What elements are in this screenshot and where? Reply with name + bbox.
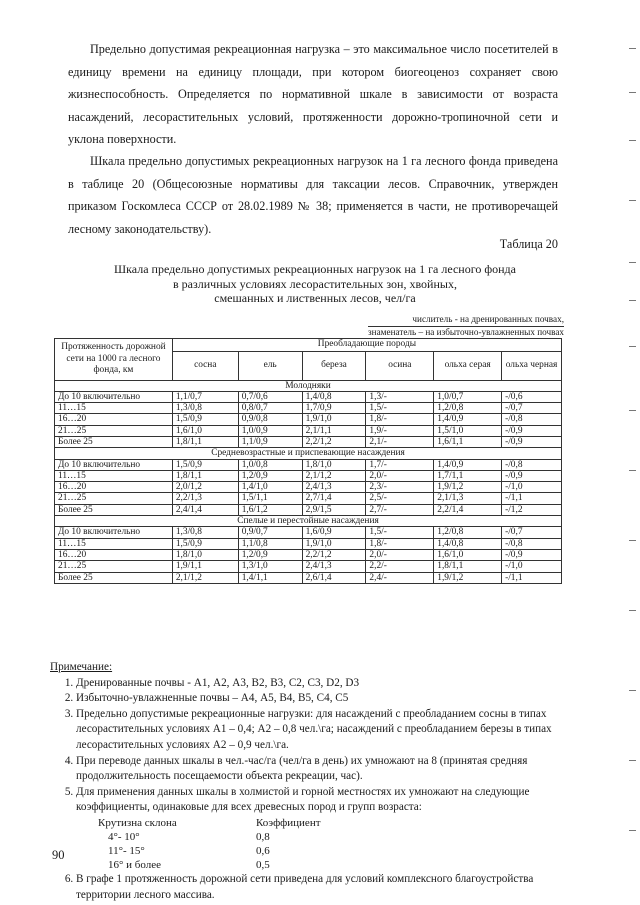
note-item: 4. При переводе данных шкалы в чел.-час/га (чел/га в день) их умножают на 8 (принятая средняя продолжительность посещаемости объекта рекреации, час). <box>76 754 570 785</box>
table-cell: 1,8/- <box>366 414 434 425</box>
table-cell: -/1,0 <box>502 482 562 493</box>
table-cell: 1,3/0,8 <box>172 527 238 538</box>
paragraph-definition <box>68 38 558 151</box>
table-cell: 1,8/1,1 <box>172 470 238 481</box>
table-cell: 1,9/1,0 <box>302 414 366 425</box>
table-cell: 1,2/0,8 <box>434 403 502 414</box>
table-row <box>55 561 562 572</box>
table-cell: 2,4/1,4 <box>172 504 238 515</box>
table-cell: 1,2/0,8 <box>434 527 502 538</box>
table-cell: -/1,2 <box>502 504 562 515</box>
table-cell: 1,4/0,8 <box>434 538 502 549</box>
table-cell: 1,6/1,2 <box>238 504 302 515</box>
group-title: Спелые и перестойные насаждения <box>55 516 562 527</box>
table-row <box>55 482 562 493</box>
note-text: Для применения данных шкалы в холмистой и горной местностях их умножают на следующие коэффициенты, одинаковые для всех древесных пород и групп возраста: <box>76 785 530 814</box>
table-cell: 1,1/0,7 <box>172 391 238 402</box>
table-row <box>55 493 562 504</box>
slope-range: 16° и более <box>108 858 161 871</box>
table-cell: -/0,8 <box>502 459 562 470</box>
page-number: 90 <box>52 848 65 862</box>
table-row <box>55 504 562 515</box>
table-cell: 2,7/1,4 <box>302 493 366 504</box>
slope-header: Крутизна склона <box>98 816 177 829</box>
table-cell: 1,5/0,9 <box>172 414 238 425</box>
table-cell: 2,1/1,2 <box>172 572 238 583</box>
table-cell: 1,5/0,9 <box>172 538 238 549</box>
slope-coefficient-table <box>98 816 321 872</box>
table-cell: 1,4/1,0 <box>238 482 302 493</box>
table-number-label: Таблица 20 <box>499 237 558 251</box>
slope-coef: 0,5 <box>256 858 270 871</box>
table-cell: 2,3/- <box>366 482 434 493</box>
note-item: 2. Избыточно-увлажненные почвы – А4, А5, В4, В5, С4, С5 <box>76 691 570 707</box>
note-item: 6. В графе 1 протяженность дорожной сети приведена для условий комплексного благоустройства территории лесного массива. <box>76 872 570 903</box>
scan-margin-marks <box>620 0 640 905</box>
table-cell: 1,2/0,9 <box>238 549 302 560</box>
table-cell: 1,0/0,8 <box>238 459 302 470</box>
table-cell: 2,4/1,3 <box>302 561 366 572</box>
table-cell: 1,0/0,9 <box>238 425 302 436</box>
group-title: Средневозрастные и приспевающие насаждения <box>55 448 562 459</box>
table-row <box>55 538 562 549</box>
table-cell: 1,4/0,8 <box>302 391 366 402</box>
table-cell: 2,0/- <box>366 470 434 481</box>
table-cell: -/0,6 <box>502 391 562 402</box>
slope-coef: 0,6 <box>256 844 270 857</box>
table-cell: 1,8/- <box>366 538 434 549</box>
table-cell: 2,1/- <box>366 436 434 447</box>
row-label: 21…25 <box>55 561 173 572</box>
table-cell: 1,8/1,1 <box>172 436 238 447</box>
table-title-line: в различных условиях лесорастительных зон, хвойных, <box>173 276 457 291</box>
table-cell: 2,9/1,5 <box>302 504 366 515</box>
table-cell: 2,7/- <box>366 504 434 515</box>
row-label: Более 25 <box>55 436 173 447</box>
header-road-length: Протяженность дорожной сети на 1000 га лесного фонда, км <box>55 339 173 381</box>
table-cell: 0,7/0,6 <box>238 391 302 402</box>
table-cell: -/0,9 <box>502 436 562 447</box>
table-cell: -/0,9 <box>502 425 562 436</box>
table-cell: 1,9/- <box>366 425 434 436</box>
table-cell: -/1,1 <box>502 493 562 504</box>
group-row <box>55 380 562 391</box>
table-row <box>55 391 562 402</box>
table-cell: 1,7/- <box>366 459 434 470</box>
table-cell: 1,9/1,1 <box>172 561 238 572</box>
group-row <box>55 516 562 527</box>
table-cell: -/0,9 <box>502 549 562 560</box>
table-row <box>55 470 562 481</box>
row-label: 16…20 <box>55 414 173 425</box>
table-cell: 1,9/1,0 <box>302 538 366 549</box>
row-label: 21…25 <box>55 425 173 436</box>
row-label: До 10 включительно <box>55 527 173 538</box>
table-cell: -/0,8 <box>502 414 562 425</box>
table-cell: 1,6/1,0 <box>434 549 502 560</box>
table-cell: 1,5/- <box>366 527 434 538</box>
table-cell: -/0,8 <box>502 538 562 549</box>
row-label: 16…20 <box>55 482 173 493</box>
table-cell: 1,6/1,1 <box>434 436 502 447</box>
row-label: До 10 включительно <box>55 391 173 402</box>
table-title <box>70 262 560 306</box>
table-cell: 2,0/1,2 <box>172 482 238 493</box>
table-title-line: смешанных и лиственных лесов, чел/га <box>214 291 416 305</box>
header-dominant-species: Преобладающие породы <box>172 339 561 352</box>
table-cell: 1,3/0,8 <box>172 403 238 414</box>
table-cell: 2,4/1,3 <box>302 482 366 493</box>
table-cell: 1,9/1,2 <box>434 482 502 493</box>
legend-numerator: числитель - на дренированных почвах, <box>412 314 564 324</box>
slope-range: 4°- 10° <box>108 830 140 843</box>
table-cell: 2,1/1,2 <box>302 470 366 481</box>
table-cell: 1,7/1,1 <box>434 470 502 481</box>
table-row <box>55 403 562 414</box>
table-cell: 2,2/- <box>366 561 434 572</box>
group-title: Молодняки <box>55 380 562 391</box>
table-cell: 1,7/0,9 <box>302 403 366 414</box>
table-row <box>55 414 562 425</box>
row-label: 16…20 <box>55 549 173 560</box>
table-cell: 0,8/0,7 <box>238 403 302 414</box>
table-cell: 1,4/1,1 <box>238 572 302 583</box>
table-cell: 1,5/1,0 <box>434 425 502 436</box>
row-label: Более 25 <box>55 504 173 515</box>
table-row <box>55 459 562 470</box>
table-cell: 1,8/1,1 <box>434 561 502 572</box>
table-row <box>55 436 562 447</box>
table-row <box>55 549 562 560</box>
paragraph-scale-reference <box>68 150 558 240</box>
table-cell: 1,8/1,0 <box>172 549 238 560</box>
table-cell: 2,2/1,2 <box>302 549 366 560</box>
table-cell: 1,5/- <box>366 403 434 414</box>
table-cell: 2,2/1,3 <box>172 493 238 504</box>
notes-section <box>50 660 570 903</box>
table-legend <box>304 314 564 338</box>
table-cell: -/1,0 <box>502 561 562 572</box>
row-label: 11…15 <box>55 403 173 414</box>
table-cell: -/0,7 <box>502 403 562 414</box>
table-cell: 1,6/0,9 <box>302 527 366 538</box>
table-cell: 1,3/- <box>366 391 434 402</box>
row-label: 11…15 <box>55 470 173 481</box>
table-cell: 2,5/- <box>366 493 434 504</box>
table-cell: -/0,9 <box>502 470 562 481</box>
row-label: 21…25 <box>55 493 173 504</box>
paragraph-text: Предельно допустимая рекреационная нагрузка – это максимальное число посетителей в единицу времени на единицу площади, при котором биогеоценоз сохраняет свою жизнеспособность. Определяется по нормативной шкале в зависимости от возраста насаждений, лесорастительных условий, протяженности дорожно-тропиночной сети и уклона поверхности. <box>68 42 558 146</box>
table-cell: -/0,7 <box>502 527 562 538</box>
note-item <box>76 785 570 872</box>
table-cell: 0,9/0,8 <box>238 414 302 425</box>
table-row <box>55 527 562 538</box>
table-cell: 1,4/0,9 <box>434 459 502 470</box>
table-cell: -/1,1 <box>502 572 562 583</box>
header-species: береза <box>302 351 366 380</box>
table-cell: 2,0/- <box>366 549 434 560</box>
table-cell: 1,6/1,0 <box>172 425 238 436</box>
table-cell: 2,2/1,2 <box>302 436 366 447</box>
row-label: До 10 включительно <box>55 459 173 470</box>
header-species: ольха черная <box>502 351 562 380</box>
table-cell: 1,0/0,7 <box>434 391 502 402</box>
row-label: 11…15 <box>55 538 173 549</box>
slope-range: 11°- 15° <box>108 844 145 857</box>
table-cell: 1,4/0,9 <box>434 414 502 425</box>
table-cell: 1,8/1,0 <box>302 459 366 470</box>
row-label: Более 25 <box>55 572 173 583</box>
legend-denominator: знаменатель – на избыточно-увлажненных почвах <box>368 326 564 337</box>
note-item: 3. Предельно допустимые рекреационные нагрузки: для насаждений с преобладанием сосны в типах лесорастительных условиях А1 – 0,4; А2 – 0,8 чел.\га; насаждений с преобладанием березы в типах лесорастительных условиях А2 – 0,9 чел.\га. <box>76 707 570 754</box>
table-cell: 1,1/0,8 <box>238 538 302 549</box>
table-cell: 1,9/1,2 <box>434 572 502 583</box>
header-species: ель <box>238 351 302 380</box>
table-cell: 1,2/0,9 <box>238 470 302 481</box>
table-cell: 2,4/- <box>366 572 434 583</box>
header-species: осина <box>366 351 434 380</box>
table-cell: 2,1/1,1 <box>302 425 366 436</box>
table-cell: 2,6/1,4 <box>302 572 366 583</box>
table-cell: 2,1/1,3 <box>434 493 502 504</box>
group-row <box>55 448 562 459</box>
table-title-line: Шкала предельно допустимых рекреационных нагрузок на 1 га лесного фонда <box>114 262 516 276</box>
table-cell: 1,5/0,9 <box>172 459 238 470</box>
coef-header: Коэффициент <box>256 816 321 829</box>
table-cell: 1,3/1,0 <box>238 561 302 572</box>
table-cell: 2,2/1,4 <box>434 504 502 515</box>
header-species: сосна <box>172 351 238 380</box>
slope-coef: 0,8 <box>256 830 270 843</box>
table-cell: 1,5/1,1 <box>238 493 302 504</box>
recreation-load-table <box>54 338 562 584</box>
paragraph-text: Шкала предельно допустимых рекреационных нагрузок на 1 га лесного фонда приведена в таблице 20 (Общесоюзные нормативы для таксации лесов. Справочник, утвержден приказом Госкомлеса СССР от 28.02.1989 № 38; применяется в части, не противоречащей лесному законодательству). <box>68 154 558 236</box>
header-species: ольха серая <box>434 351 502 380</box>
table-row <box>55 572 562 583</box>
notes-heading: Примечание: <box>50 661 113 673</box>
table-row <box>55 425 562 436</box>
table-cell: 0,9/0,7 <box>238 527 302 538</box>
note-item: 1. Дренированные почвы - А1, А2, А3, В2, В3, С2, С3, D2, D3 <box>76 676 570 692</box>
table-cell: 1,1/0,9 <box>238 436 302 447</box>
